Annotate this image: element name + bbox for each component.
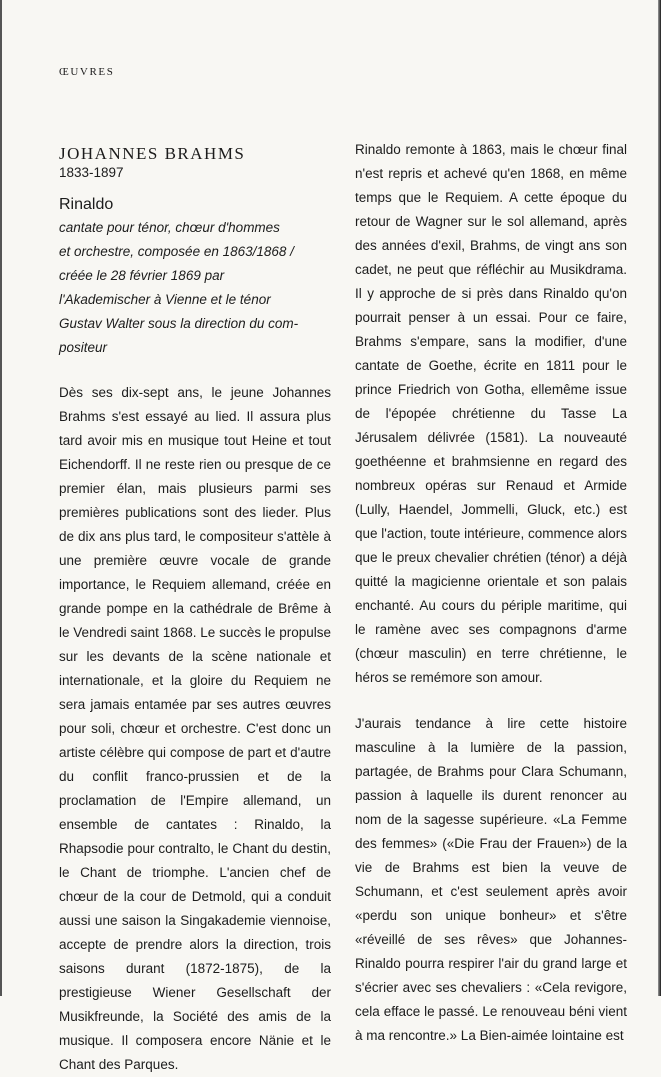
right-column [355, 138, 627, 1048]
running-head: ŒUVRES [59, 66, 115, 78]
page-edge-left [0, 0, 2, 996]
body-paragraph-rinaldo: Rinaldo remonte à 1863, mais le chœur final n'est repris et achevé qu'en 1868, en même temps que le Requiem. A cette époque du retour de Wagner sur le sol allemand, après des années d'exil, Brahms, de vingt ans son cadet, ne peut que réfléchir au Musikdrama. Il y approche de si près dans Rinaldo qu'on pourrait penser à un essai. Pour ce faire, Brahms s'empare, sans la modifier, d'une cantate de Goethe, écrite en 1811 pour le prince Friedrich von Gotha, ellemême issue de l'épopée chrétienne du Tasse La Jérusalem délivrée (1581). La nouveauté goethéenne et brahmsienne en regard des nombreux opéras sur Renaud et Armide (Lully, Haendel, Jommelli, Gluck, etc.) est que l'action, toute intérieure, commence alors que le preux chevalier chrétien (ténor) a déjà quitté la magicienne orientale et son palais enchanté. Au cours du périple maritime, qui le ramène avec ses compagnons d'arme (chœur masculin) en terre chrétienne, le héros se remémore son amour. [355, 142, 627, 685]
work-title: Rinaldo [59, 196, 114, 213]
work-subtitle-line: l'Akademischer à Vienne et le ténor [59, 292, 271, 307]
work-subtitle-line: cantate pour ténor, chœur d'hommes [59, 220, 280, 235]
work-subtitle-line: Gustav Walter sous la direction du com- [59, 316, 299, 331]
body-paragraph-intro: Dès ses dix-sept ans, le jeune Johannes Brahms s'est essayé au lied. Il assura plus tard avoir mis en musique tout Heine et tout Eichendorff. Il ne reste rien ou presque de ce premier élan, mais plusieurs parmi ses premières publications sont des lieder. Plus de dix ans plus tard, le compositeur s'attèle à une première œuvre vocale de grande importance, le Requiem allemand, créée en grande pompe en la cathédrale de Brême à le Vendredi saint 1868. Le succès le propulse sur les devants de la scène nationale et internationale, et la gloire du Requiem ne sera jamais entamée par ses autres œuvres pour soli, chœur et orchestre. C'est donc un artiste célèbre qui compose de part et d'autre du conflit franco-prussien et de la proclamation de l'Empire allemand, un ensemble de cantates : Rinaldo, la Rhapsodie pour contralto, le Chant du destin, le Chant de triomphe. L'ancien chef de chœur de la cour de Detmold, qui a conduit aussi une saison la Singakademie viennoise, accepte de prendre alors la direction, trois saisons durant (1872-1875), de la prestigieuse Wiener Gesellschaft der Musikfreunde, la Société des amis de la musique. Il composera encore Nänie et le Chant des Parques. [59, 385, 331, 1072]
composer-name: JOHANNES BRAHMS [59, 144, 246, 163]
work-subtitle-line: et orchestre, composée en 1863/1868 / [59, 244, 294, 259]
left-column [59, 138, 331, 1077]
body-paragraph-interpretation: J'aurais tendance à lire cette histoire masculine à la lumière de la passion, partagée, de Brahms pour Clara Schumann, passion à laquelle ils durent renoncer au nom de la sagesse supérieure. «La Femme des femmes» («Die Frau der Frauen») de la vie de Brahms est bien la veuve de Schumann, et c'est seulement après avoir «perdu son unique bonheur» et s'être «réveillé de ses rêves» que Johannes-Rinaldo pourra respirer l'air du grand large et s'écrier avec ses chevaliers : «Cela revigore, cela efface le passé. Le renouveau béni vient à ma rencontre.» La Bien-aimée lointaine est [355, 716, 627, 1043]
composer-dates: 1833-1897 [59, 165, 124, 180]
work-subtitle-line: positeur [59, 340, 108, 355]
work-subtitle [59, 216, 331, 360]
work-subtitle-line: créée le 28 février 1869 par [59, 268, 225, 283]
